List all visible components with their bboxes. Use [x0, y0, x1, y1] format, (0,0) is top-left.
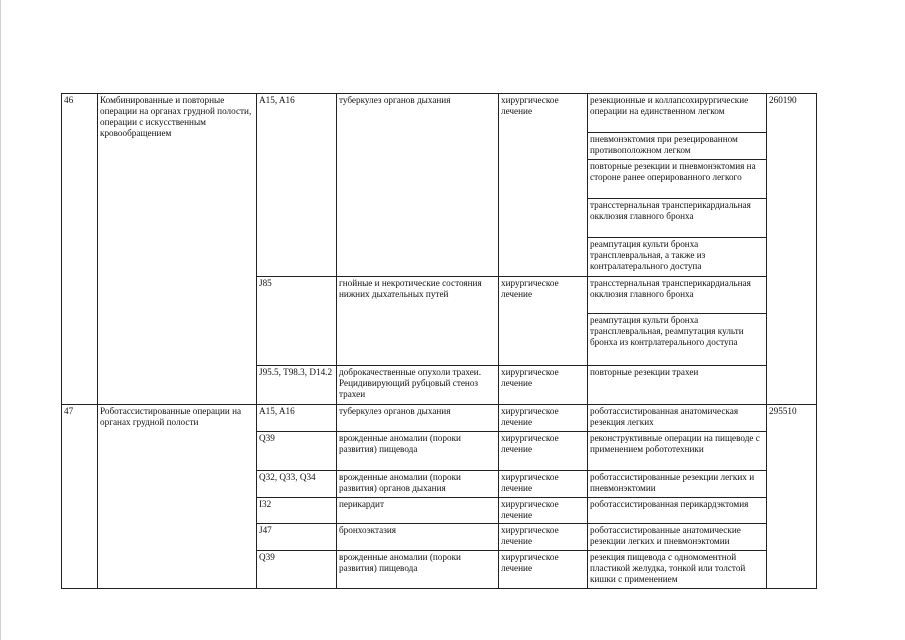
treatment-method: резекция пищевода с одномоментной пластикой желудка, тонкой или толстой кишки с применением [588, 551, 767, 589]
icd-codes: A15, A16 [257, 94, 337, 277]
treatment-method: повторные резекции трахеи [588, 366, 767, 405]
disease-name: гнойные и некротические состояния нижних дыхательных путей [337, 277, 499, 366]
procedures-table [61, 93, 817, 589]
treatment-method: роботассистированная перикардэктомия [588, 498, 767, 524]
treatment-method: роботассистированные анатомические резекции легких и пневмонэктомии [588, 524, 767, 551]
disease-name: перикардит [337, 498, 499, 524]
treatment-method: повторные резекции и пневмонэктомия на стороне ранее оперированного легкого [588, 160, 767, 199]
icd-codes: A15, A16 [257, 405, 337, 432]
procedure-group-name: Роботассистированные операции на органах грудной полости [98, 405, 257, 589]
treatment-method: реампутация культи бронха трансплевральная, реампутация культи бронха из контрлатерального доступа [588, 314, 767, 366]
icd-codes: J95.5, T98.3, D14.2 [257, 366, 337, 405]
price-value: 260190 [767, 94, 817, 405]
treatment-method: роботассистированные резекции легких и пневмонэктомии [588, 471, 767, 498]
disease-name: доброкачественные опухоли трахеи. Рецидивирующий рубцовый стеноз трахеи [337, 366, 499, 405]
disease-name: врожденные аномалии (пороки развития) органов дыхания [337, 471, 499, 498]
price-value: 295510 [767, 405, 817, 589]
icd-codes: J85 [257, 277, 337, 366]
icd-codes: I32 [257, 498, 337, 524]
treatment-method: трансстернальная трансперикардиальная окклюзия главного бронха [588, 199, 767, 238]
treatment-method: трансстернальная трансперикардиальная окклюзия главного бронха [588, 277, 767, 314]
treatment-type: хирургическое лечение [499, 405, 588, 432]
disease-name: туберкулез органов дыхания [337, 405, 499, 432]
treatment-method: роботассистированная анатомическая резекция легких [588, 405, 767, 432]
disease-name: туберкулез органов дыхания [337, 94, 499, 277]
treatment-type: хирургическое лечение [499, 432, 588, 471]
treatment-type: хирургическое лечение [499, 498, 588, 524]
treatment-type: хирургическое лечение [499, 277, 588, 366]
icd-codes: J47 [257, 524, 337, 551]
icd-codes: Q39 [257, 432, 337, 471]
treatment-type: хирургическое лечение [499, 94, 588, 277]
procedure-group-name: Комбинированные и повторные операции на органах грудной полости, операции с искусственным кровообращением [98, 94, 257, 405]
treatment-method: реконструктивные операции на пищеводе с применением робототехники [588, 432, 767, 471]
treatment-method: пневмонэктомия при резецированном противоположном легком [588, 133, 767, 160]
icd-codes: Q32, Q33, Q34 [257, 471, 337, 498]
row-number: 47 [62, 405, 98, 589]
treatment-method: реампутация культи бронха трансплевральная, а также из контралатерального доступа [588, 238, 767, 277]
row-number: 46 [62, 94, 98, 405]
page-left-edge [0, 0, 1, 640]
disease-name: врожденные аномалии (пороки развития) пищевода [337, 432, 499, 471]
disease-name: бронхоэктазия [337, 524, 499, 551]
treatment-type: хирургическое лечение [499, 551, 588, 589]
treatment-type: хирургическое лечение [499, 524, 588, 551]
treatment-type: хирургическое лечение [499, 471, 588, 498]
icd-codes: Q39 [257, 551, 337, 589]
treatment-method: резекционные и коллапсохирургические операции на единственном легком [588, 94, 767, 133]
treatment-type: хирургическое лечение [499, 366, 588, 405]
disease-name: врожденные аномалии (пороки развития) пищевода [337, 551, 499, 589]
